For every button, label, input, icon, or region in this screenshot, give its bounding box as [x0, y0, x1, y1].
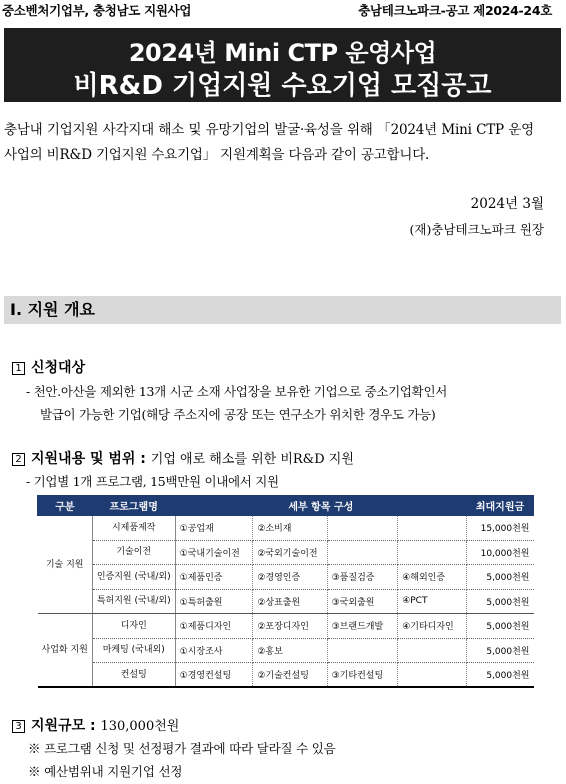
max-amount: 5,000천원 — [467, 614, 534, 639]
subsection-description: 기업 애로 해소를 위한 비R&D 지원 — [150, 452, 354, 467]
detail-item: ②포장디자인 — [253, 614, 327, 639]
group-tech: 기술 지원 — [38, 516, 93, 614]
detail-item: ④기타디자인 — [398, 614, 467, 639]
group-biz: 사업화 지원 — [38, 614, 93, 688]
program-name: 시제품제작 — [92, 516, 175, 541]
budget-note-2: ※ 예산범위내 지원기업 선정 — [28, 764, 183, 779]
header-ministry: 중소벤처기업부, 충청남도 지원사업 — [2, 3, 192, 18]
header-notice-number: 충남테크노파크-공고 제2024-24호 — [358, 3, 552, 18]
table-row — [38, 589, 534, 614]
detail-item: ①국내기술이전 — [175, 540, 253, 565]
program-name: 디자인 — [92, 614, 175, 639]
support-program-table — [37, 495, 534, 688]
detail-item: ④해외인증 — [398, 565, 467, 590]
subsection-heading: 지원내용 및 범위 : — [31, 451, 146, 467]
detail-item — [327, 516, 398, 541]
title-line-2: 비R&D 기업지원 수요기업 모집공고 — [73, 71, 492, 101]
subsection-heading: 지원규모 : — [31, 718, 96, 734]
detail-item: ④PCT — [398, 589, 467, 614]
table-row — [38, 565, 534, 590]
detail-item — [398, 516, 467, 541]
detail-item: ③기타컨설팅 — [327, 663, 398, 688]
detail-item: ②기술컨설팅 — [253, 663, 327, 688]
issuer: (재)충남테크노파크 원장 — [409, 222, 544, 237]
detail-item: ②소비재 — [253, 516, 327, 541]
table-row — [38, 638, 534, 663]
detail-item: ②국외기술이전 — [253, 540, 327, 565]
detail-item — [327, 638, 398, 663]
max-amount: 15,000천원 — [467, 516, 534, 541]
program-name: 컨설팅 — [92, 663, 175, 688]
detail-item: ①공업재 — [175, 516, 253, 541]
max-amount: 5,000천원 — [467, 638, 534, 663]
detail-item: ①경영컨설팅 — [175, 663, 253, 688]
detail-item: ②홍보 — [253, 638, 327, 663]
scope-line-1: - 기업별 1개 프로그램, 15백만원 이내에서 지원 — [26, 474, 279, 489]
subsection-number: 1 — [12, 362, 25, 375]
budget-note-1: ※ 프로그램 신청 및 선정평가 결과에 따라 달라질 수 있음 — [28, 741, 336, 756]
detail-item: ①제품디자인 — [175, 614, 253, 639]
table-header-row — [38, 496, 534, 516]
budget-value: 130,000천원 — [100, 719, 180, 734]
eligibility-line-1: - 천안.아산을 제외한 13개 시군 소재 사업장을 보유한 기업으로 중소기업확인서 — [26, 384, 447, 399]
title-banner — [4, 28, 561, 102]
intro-paragraph: 충남내 기업지원 사각지대 해소 및 유망기업의 발굴·육성을 위해 「2024년 Mini CTP 운영사업의 비R&D 기업지원 수요기업」 지원계획을 다음과 같이 공고합니다. — [4, 122, 534, 163]
program-name: 기술이전 — [92, 540, 175, 565]
detail-item: ②경영인증 — [253, 565, 327, 590]
subsection-heading: 신청대상 — [31, 360, 86, 376]
table-row — [38, 663, 534, 688]
header-category: 구분 — [38, 496, 93, 516]
detail-item — [327, 540, 398, 565]
detail-item — [398, 663, 467, 688]
program-name: 인증지원 (국내/외) — [92, 565, 175, 590]
max-amount: 5,000천원 — [467, 663, 534, 688]
detail-item: ②상표출원 — [253, 589, 327, 614]
detail-item: ③국외출원 — [327, 589, 398, 614]
subsection-number: 3 — [12, 720, 25, 733]
detail-item: ①특허출원 — [175, 589, 253, 614]
detail-item: ③품질검증 — [327, 565, 398, 590]
max-amount: 5,000천원 — [467, 565, 534, 590]
detail-item — [398, 638, 467, 663]
table-row — [38, 614, 534, 639]
table-row — [38, 516, 534, 541]
detail-item: ③브랜드개발 — [327, 614, 398, 639]
table-row — [38, 540, 534, 565]
program-name: 특허지원 (국내/외) — [92, 589, 175, 614]
detail-item: ①제품인증 — [175, 565, 253, 590]
section-title: Ⅰ. 지원 개요 — [4, 296, 561, 324]
program-name: 마케팅 (국내외) — [92, 638, 175, 663]
title-line-1: 2024년 Mini CTP 운영사업 — [128, 39, 437, 67]
subsection-scope — [12, 448, 354, 468]
header-max: 최대지원금 — [467, 496, 534, 516]
max-amount: 5,000천원 — [467, 589, 534, 614]
subsection-eligibility — [12, 357, 85, 377]
max-amount: 10,000천원 — [467, 540, 534, 565]
eligibility-line-2: 발급이 가능한 기업(해당 주소지에 공장 또는 연구소가 위치한 경우도 가능) — [40, 407, 436, 422]
notice-date: 2024년 3월 — [470, 196, 544, 212]
detail-item: ①시장조사 — [175, 638, 253, 663]
header-program: 프로그램명 — [92, 496, 175, 516]
header-detail: 세부 항목 구성 — [175, 496, 466, 516]
subsection-number: 2 — [12, 453, 25, 466]
subsection-budget — [12, 715, 179, 735]
detail-item — [398, 540, 467, 565]
